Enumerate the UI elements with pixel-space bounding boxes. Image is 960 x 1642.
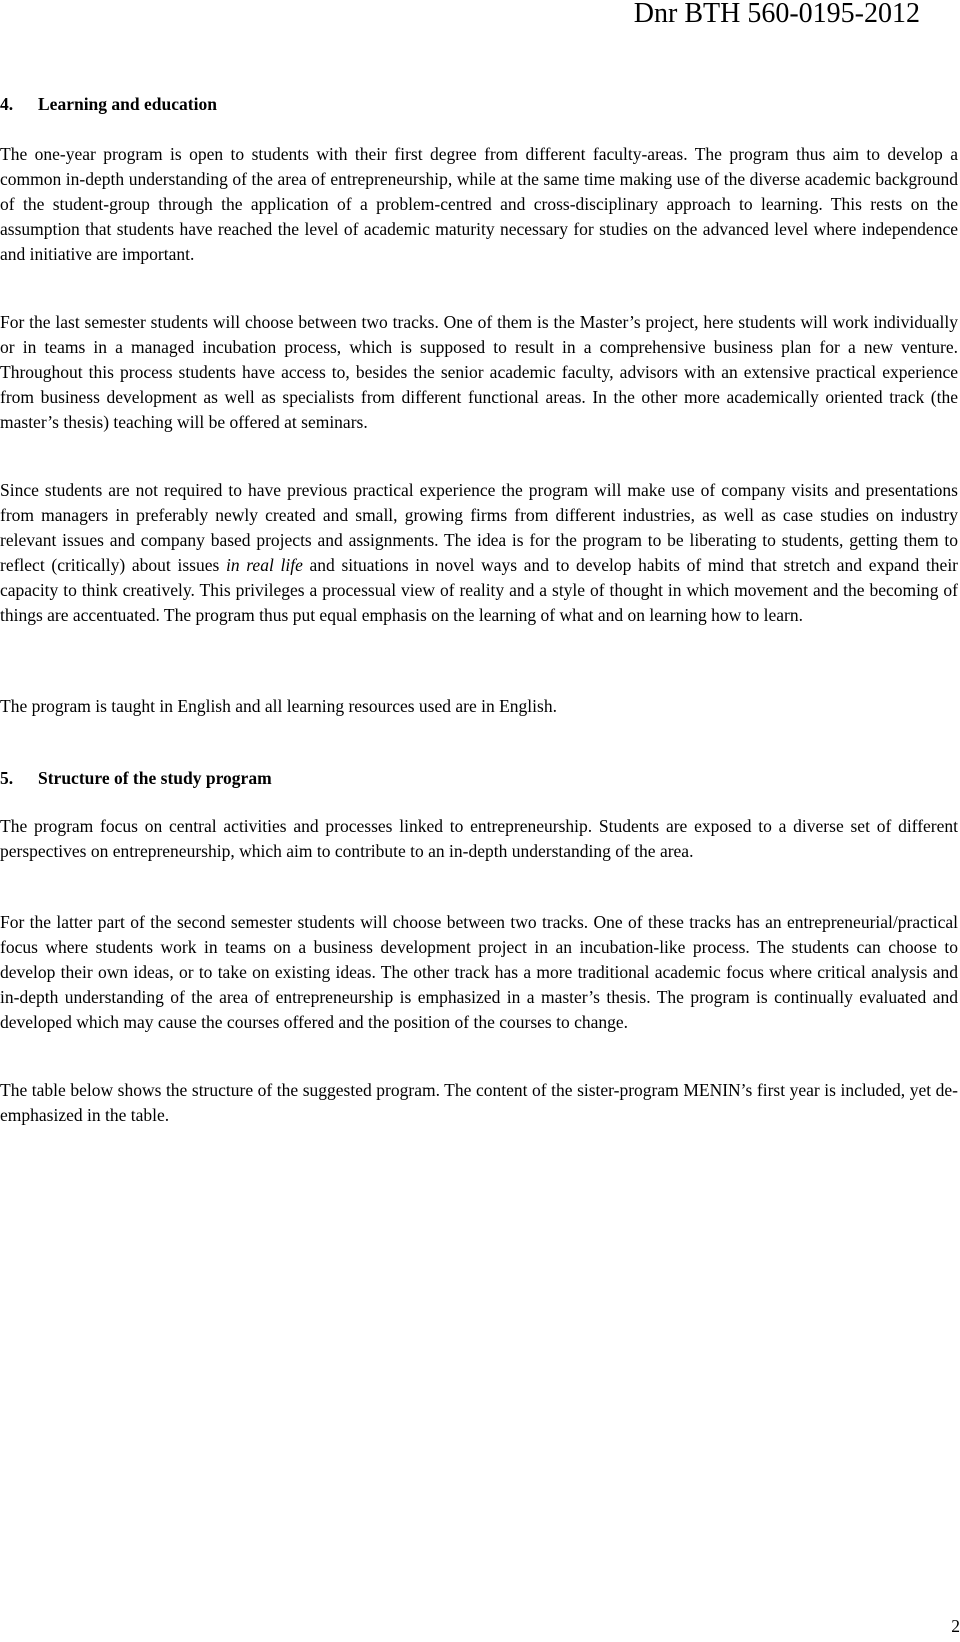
paragraph-text: and situations in novel ways and to develop habits of mind that stretch and expand their capacity to think creatively. This privileges a processual view of reality and a style of thought in which movement and the becoming of things are accentuated. The program thus put equal emphasis on the learning of what and on learning how to learn. <box>0 555 959 625</box>
paragraph-practical-experience <box>0 478 958 628</box>
paragraph-program-overview: The one-year program is open to students with their first degree from different faculty-areas. The program thus aim to develop a common in-depth understanding of the area of entrepreneurship, while at the same time making use of the diverse academic background of the student-group through the application of a problem-centred and cross-disciplinary approach to learning. This rests on the assumption that students have reached the level of academic maturity necessary for studies on the advanced level where independence and initiative are important. <box>0 144 958 264</box>
paragraph-text: Since students are not required to have previous practical experience the program will make use of company visits and presentations from managers in preferably newly created and small, growing firms from different industries, as well as case studies on industry relevant issues and company based projects and assignments. The idea is for the program to be liberating to students, getting them to reflect (critically) about issues <box>0 480 958 575</box>
document-reference: Dnr BTH 560-0195-2012 <box>633 0 920 29</box>
paragraph-second-semester-tracks: For the latter part of the second semester students will choose between two tracks. One of these tracks has an entrepreneurial/practical focus where students work in teams on a business development project in an incubation-like process. The students can choose to develop their own ideas, or to take on existing ideas. The other track has a more traditional academic focus where critical analysis and in-depth understanding of the area of entrepreneurship is emphasized in a master’s thesis. The program is continually evaluated and developed which may cause the courses offered and the position of the courses to change. <box>0 912 958 1032</box>
section-title: Structure of the study program <box>38 768 272 788</box>
section-number: 4. <box>0 94 14 114</box>
italic-emphasis: in real life <box>225 555 303 575</box>
section-number: 5. <box>0 768 14 788</box>
paragraph-last-semester-tracks: For the last semester students will choose between two tracks. One of them is the Master’s project, here students will work individually or in teams in a managed incubation process, which is supposed to result in a comprehensive business plan for a new venture. Throughout this process students have access to, besides the senior academic faculty, advisors with an extensive practical experience from business development as well as specialists from different functional areas. In the other more academically oriented track (the master’s thesis) teaching will be offered at seminars. <box>0 312 958 432</box>
section-heading-4 <box>0 92 217 117</box>
page-number: 2 <box>951 1616 960 1636</box>
paragraph-language: The program is taught in English and all learning resources used are in English. <box>0 696 557 716</box>
paragraph-program-focus: The program focus on central activities and processes linked to entrepreneurship. Students are exposed to a diverse set of different perspectives on entrepreneurship, which aim to contribute to an in-depth understanding of the area. <box>0 816 958 861</box>
section-title: Learning and education <box>38 94 217 114</box>
section-heading-5 <box>0 766 272 791</box>
paragraph-table-intro: The table below shows the structure of the suggested program. The content of the sister-program MENIN’s first year is included, yet de-emphasized in the table. <box>0 1080 958 1125</box>
